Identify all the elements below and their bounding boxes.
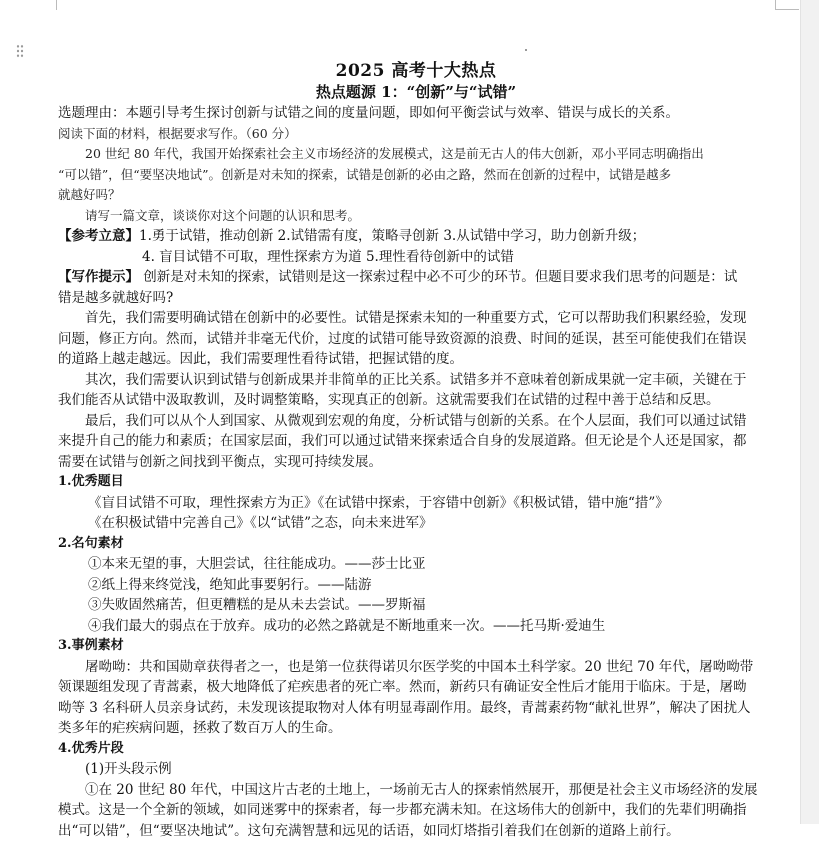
reference-ideas-line-2: 4. 盲目试错不可取，理性探索方为道 5.理性看待创新中的试错	[58, 247, 774, 268]
tips-para3-line-2: 来提升自己的能力和素质；在国家层面，我们可以通过试错来探索适合自身的发展道路。但无论是个人还是国家，都	[58, 431, 774, 452]
tips-para1-line-2: 问题，修正方向。然而，试错并非毫无代价，过度的试错可能导致资源的浪费、时间的延误，甚至可能使我们在错误	[58, 329, 774, 350]
material-instruction: 阅读下面的材料，根据要求写作。（60 分）	[58, 124, 774, 145]
writing-tips-text-1: 创新是对未知的探索，试错则是这一探索过程中必不可少的环节。但题目要求我们思考的问题是：试	[139, 269, 737, 285]
scrollbar[interactable]	[800, 0, 819, 824]
selection-reason: 选题理由：本题引导考生探讨创新与试错之间的度量问题，即如何平衡尝试与效率、错误与成长的关系。	[58, 103, 774, 124]
excerpt-subheading: (1)开头段示例	[58, 759, 774, 780]
excellent-titles-line-2: 《在积极试错中完善自己》《以“试错”之态，向未来进军》	[58, 513, 774, 534]
writing-tips-label: 【写作提示】	[58, 269, 139, 285]
drag-handle-icon[interactable]	[16, 44, 24, 58]
page-subtitle: 热点题源 1：“创新”与“试错”	[58, 82, 774, 103]
excerpt-line-3: 出“可以错”，但“要坚决地试”。这句充满智慧和远见的话语，如同灯塔指引着我们在创新的道路上前行。	[58, 821, 774, 841]
section-excerpts-heading: 4.优秀片段	[58, 739, 774, 760]
writing-tips-line-2: 错是越多就越好吗?	[58, 288, 774, 309]
excerpt-line-1: ①在 20 世纪 80 年代，中国这片古老的土地上，一场前无古人的探索悄然展开，那便是社会主义市场经济的发展	[58, 780, 774, 801]
material-requirement: 请写一篇文章，谈谈你对这个问题的认识和思考。	[58, 206, 774, 227]
section-excellent-titles-heading: 1.优秀题目	[58, 472, 774, 493]
example-line-1: 屠呦呦：共和国勋章获得者之一，也是第一位获得诺贝尔医学奖的中国本土科学家。20 世纪 70 年代，屠呦呦带	[58, 657, 774, 678]
example-line-3: 呦等 3 名科研人员亲身试药，未发现该提取物对人体有明显毒副作用。最终，青蒿素药物“献礼世界”，解决了困扰人	[58, 698, 774, 719]
tips-para2-line-1: 其次，我们需要认识到试错与创新成果并非简单的正比关系。试错多并不意味着创新成果就一定丰硕，关键在于	[58, 370, 774, 391]
quote-item: ④我们最大的弱点在于放弃。成功的必然之路就是不断地重来一次。——托马斯·爱迪生	[58, 616, 774, 637]
tips-para3-line-1: 最后，我们可以从个人到国家、从微观到宏观的角度，分析试错与创新的关系。在个人层面，我们可以通过试错	[58, 411, 774, 432]
reference-ideas-line-1	[58, 226, 774, 247]
excerpt-line-2: 模式。这是一个全新的领域，如同迷雾中的探索者，每一步都充满未知。在这场伟大的创新中，我们的先辈们明确指	[58, 800, 774, 821]
reference-ideas-label: 【参考立意】	[58, 228, 139, 244]
page-title: 2025 高考十大热点	[58, 60, 774, 82]
quote-item: ②纸上得来终觉浅，绝知此事要躬行。——陆游	[58, 575, 774, 596]
tips-para1-line-1: 首先，我们需要明确试错在创新中的必要性。试错是探索未知的一种重要方式，它可以帮助我们积累经验，发现	[58, 308, 774, 329]
section-quotes-heading: 2.名句素材	[58, 534, 774, 555]
page-corner-mark-left	[56, 0, 57, 10]
material-para-line-3: 就越好吗？	[58, 185, 774, 206]
section-examples-heading: 3.事例素材	[58, 636, 774, 657]
example-line-2: 领课题组发现了青蒿素，极大地降低了疟疾患者的死亡率。然而，新药只有确证安全性后才能用于临床。于是，屠呦	[58, 677, 774, 698]
tips-para2-line-2: 我们能否从试错中汲取教训，及时调整策略，实现真正的创新。这就需要我们在试错的过程中善于总结和反思。	[58, 390, 774, 411]
quote-item: ③失败固然痛苦，但更糟糕的是从未去尝试。——罗斯福	[58, 595, 774, 616]
example-line-4: 类多年的疟疾病问题，拯救了数百万人的生命。	[58, 718, 774, 739]
quote-item: ①本来无望的事，大胆尝试，往往能成功。——莎士比亚	[58, 554, 774, 575]
material-para-line-1: 20 世纪 80 年代，我国开始探索社会主义市场经济的发展模式，这是前无古人的伟大创新，邓小平同志明确指出	[58, 144, 774, 165]
writing-tips-line-1	[58, 267, 774, 288]
tips-para1-line-3: 的道路上越走越远。因此，我们需要理性看待试错，把握试错的度。	[58, 349, 774, 370]
excellent-titles-line-1: 《盲目试错不可取，理性探索方为正》《在试错中探索，于容错中创新》《积极试错，错中施“措”》	[58, 493, 774, 514]
page-dot	[525, 49, 527, 51]
page-corner-mark-right-h	[775, 9, 799, 10]
material-para-line-2: “可以错”，但“要坚决地试”。创新是对未知的探索，试错是创新的必由之路，然而在创新的过程中，试错是越多	[58, 165, 774, 186]
tips-para3-line-3: 需要在试错与创新之间找到平衡点，实现可持续发展。	[58, 452, 774, 473]
reference-ideas-text-1: 1.勇于试错，推动创新 2.试错需有度，策略寻创新 3.从试错中学习，助力创新升级；	[139, 228, 645, 244]
document-page	[58, 60, 774, 841]
